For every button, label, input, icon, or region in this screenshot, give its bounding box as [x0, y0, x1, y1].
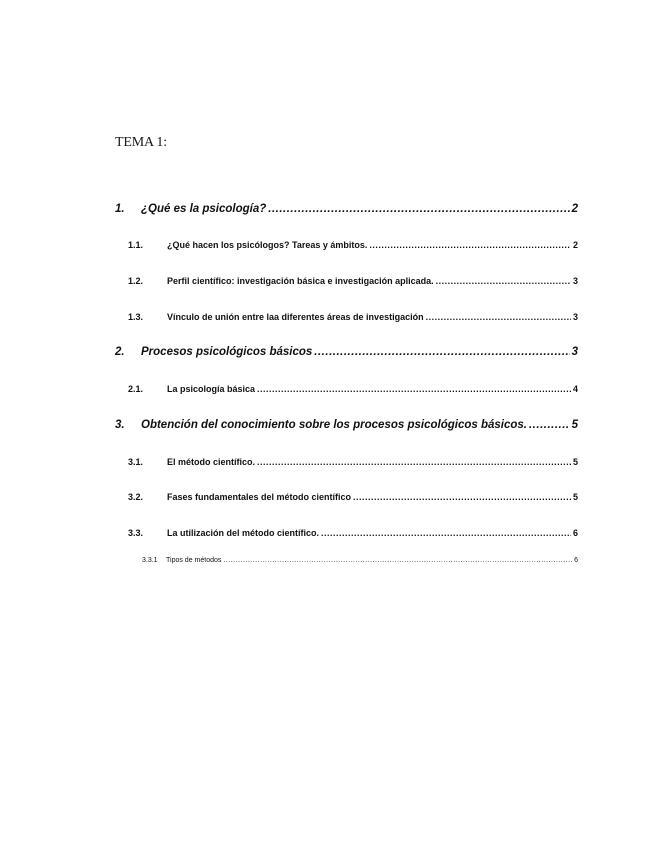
toc-entry-3-3[interactable]	[128, 528, 578, 538]
toc-entry-page: 5	[571, 419, 578, 431]
dot-leader	[436, 276, 571, 286]
toc-entry-number: 1.1.	[128, 240, 144, 250]
toc-entry-page: 2	[571, 203, 578, 215]
dot-leader	[353, 492, 571, 502]
toc-entry-number: 3.2.	[128, 492, 144, 502]
toc-entry-number: 3.1.	[128, 457, 144, 467]
toc-entry-1-1[interactable]	[128, 240, 578, 250]
toc-entry-page: 3	[571, 346, 578, 358]
toc-entry-title: La utilización del método científico.	[167, 528, 320, 538]
dot-leader	[257, 457, 571, 467]
toc-entry-page: 5	[572, 492, 578, 502]
dot-leader	[223, 557, 572, 564]
toc-entry-page: 3	[572, 276, 578, 286]
dot-leader	[314, 346, 569, 358]
toc-entry-2-1[interactable]	[128, 384, 578, 394]
toc-entry-3-1[interactable]	[128, 457, 578, 467]
toc-entry-title: Procesos psicológicos básicos	[141, 346, 313, 358]
toc-entry-number: 3.3.	[128, 528, 144, 538]
toc-entry-page: 3	[572, 312, 578, 322]
toc-entry-number: 3.3.1	[142, 557, 158, 564]
toc-entry-number: 2.1.	[128, 384, 144, 394]
dot-leader	[257, 384, 571, 394]
toc-entry-title: ¿Qué es la psicología?	[141, 203, 267, 215]
toc-entry-page: 5	[572, 457, 578, 467]
dot-leader	[426, 312, 571, 322]
toc-entry-title: El método científico.	[167, 457, 256, 467]
toc-entry-title: ¿Qué hacen los psicólogos? Tareas y ámbitos.	[167, 240, 368, 250]
toc-entry-title: Tipos de métodos	[166, 557, 222, 564]
toc-entry-page: 4	[572, 384, 578, 394]
toc-entry-title: La psicología básica	[167, 384, 256, 394]
toc-entry-number: 1.	[115, 203, 125, 215]
toc-entry-number: 3.	[115, 419, 125, 431]
toc-entry-1-2[interactable]	[128, 276, 578, 286]
dot-leader	[529, 419, 570, 431]
toc-entry-3-3-1[interactable]	[142, 557, 578, 564]
toc-entry-1-3[interactable]	[128, 312, 578, 322]
toc-entry-page: 6	[572, 528, 578, 538]
dot-leader	[268, 203, 569, 215]
toc-entry-title: Perfil científico: investigación básica e investigación aplicada.	[167, 276, 434, 286]
toc-entry-page: 6	[574, 557, 578, 564]
dot-leader	[321, 528, 571, 538]
toc-entry-number: 1.3.	[128, 312, 144, 322]
toc-entry-title: Fases fundamentales del método científico	[167, 492, 352, 502]
toc-entry-number: 1.2.	[128, 276, 144, 286]
dot-leader	[369, 240, 571, 250]
toc-entry-title: Vínculo de unión entre laa diferentes áreas de investigación	[167, 312, 424, 322]
toc-entry-page: 2	[572, 240, 578, 250]
toc-entry-2[interactable]	[115, 346, 578, 358]
page-title: TEMA 1:	[115, 135, 167, 150]
toc-entry-1[interactable]	[115, 203, 578, 215]
toc-entry-3[interactable]	[115, 419, 578, 431]
toc-entry-title: Obtención del conocimiento sobre los procesos psicológicos básicos.	[141, 419, 527, 431]
toc-entry-number: 2.	[115, 346, 125, 358]
toc-entry-3-2[interactable]	[128, 492, 578, 502]
